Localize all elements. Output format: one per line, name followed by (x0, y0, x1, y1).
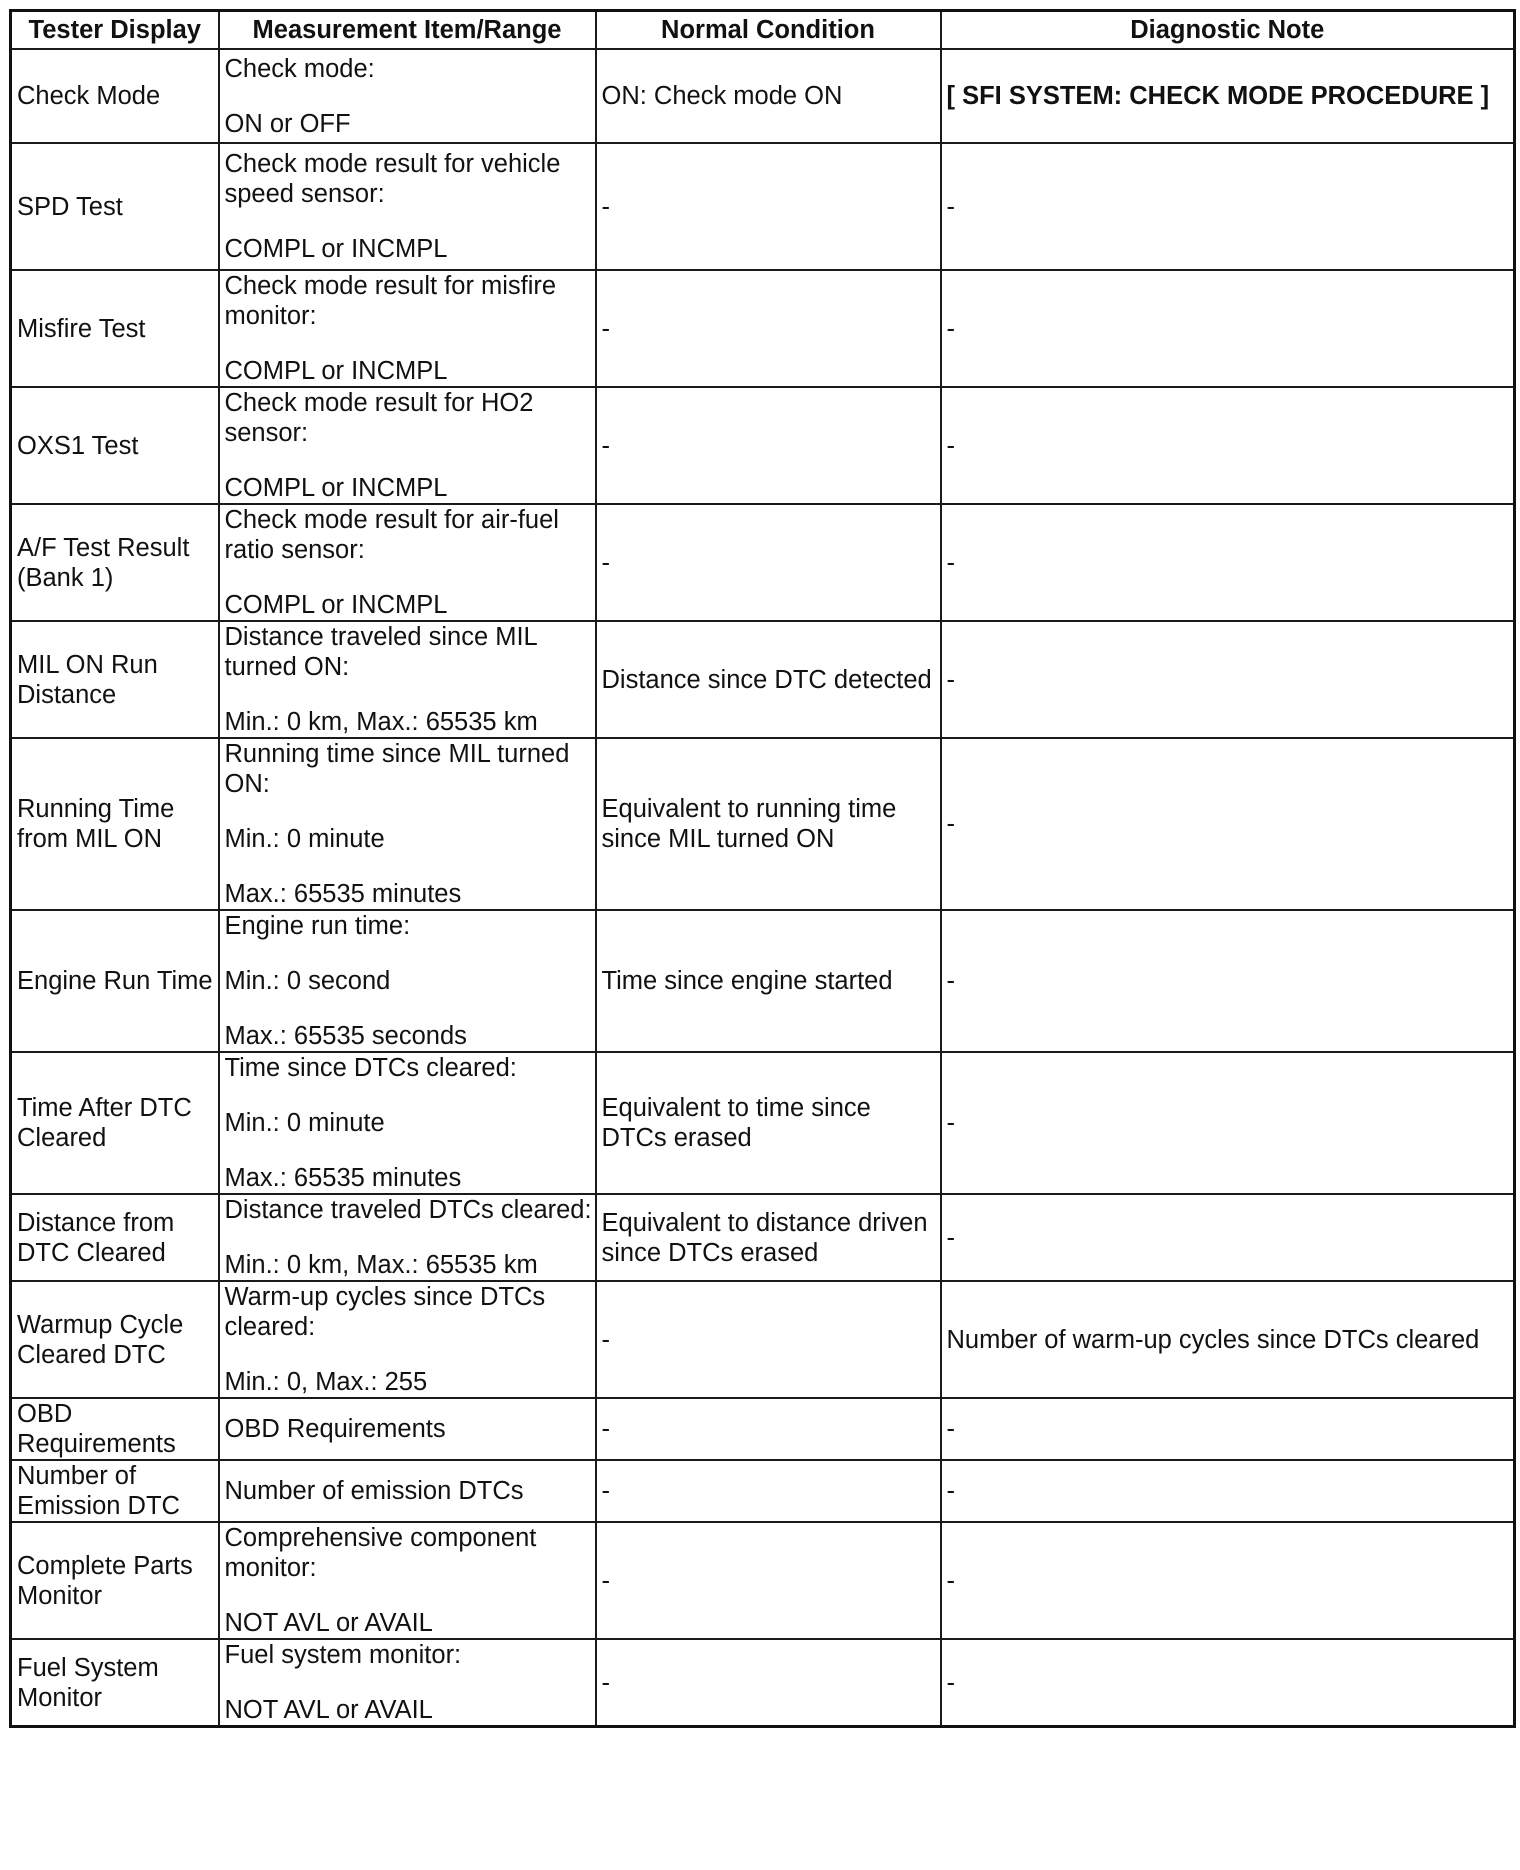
normal-condition-text: Time since engine started (601, 967, 893, 995)
paragraph-gap (225, 1225, 590, 1250)
tester-display-text: Monitor (17, 1683, 103, 1712)
diagnostic-note-text: - (946, 192, 955, 221)
diagnostic-note-text: - (946, 1668, 955, 1697)
cell-tester-display (11, 1639, 219, 1727)
cell-normal-condition (596, 143, 941, 270)
diagnostic-note-text: - (946, 548, 955, 577)
measurement-item-text: Comprehensive component (224, 1524, 537, 1552)
paragraph-gap (225, 331, 590, 356)
measurement-item-text: Max.: 65535 minutes (224, 880, 462, 908)
cell-diagnostic-note (941, 387, 1515, 504)
paragraph-gap (225, 1083, 590, 1108)
measurement-item-text: ON or OFF (224, 109, 351, 138)
measurement-item-text: Check mode result for misfire (224, 272, 557, 300)
tester-display-text: Monitor (17, 1581, 103, 1610)
cell-normal-condition (596, 1194, 941, 1281)
table-row (11, 1639, 1515, 1727)
tester-display-text: Cleared (17, 1124, 107, 1152)
cell-tester-display (11, 1522, 219, 1639)
measurement-item-text: Max.: 65535 seconds (224, 1022, 467, 1050)
measurement-item-text: NOT AVL or AVAIL (224, 1609, 433, 1637)
table-row (11, 1281, 1515, 1398)
cell-measurement-item (219, 1639, 596, 1727)
diagnostic-note-text: - (946, 1477, 955, 1505)
diagnostic-note-text: - (946, 1223, 955, 1252)
measurement-item-text: Distance traveled DTCs cleared: (224, 1196, 592, 1224)
tester-display-text: Warmup Cycle (17, 1310, 184, 1339)
paragraph-gap (225, 84, 590, 109)
measurement-item-text: sensor: (224, 419, 309, 447)
paragraph-gap (225, 209, 590, 234)
cell-measurement-item (219, 504, 596, 621)
cell-normal-condition (596, 387, 941, 504)
cell-measurement-item (219, 49, 596, 143)
measurement-item-text: Min.: 0 second (224, 967, 391, 995)
diagnostic-note-text: - (946, 967, 955, 995)
tester-display-text: SPD Test (17, 192, 123, 221)
normal-condition-text: Equivalent to running time (601, 795, 897, 823)
paragraph-gap (225, 799, 590, 824)
paragraph-gap (225, 996, 590, 1021)
measurement-item-text: Warm-up cycles since DTCs (224, 1283, 546, 1311)
paragraph-gap (225, 1670, 590, 1695)
check-mode-procedure-link[interactable]: [ SFI SYSTEM: CHECK MODE PROCEDURE ] (946, 82, 1490, 110)
measurement-item-text: Time since DTCs cleared: (224, 1054, 517, 1082)
measurement-item-text: Min.: 0 km, Max.: 65535 km (224, 708, 538, 736)
cell-normal-condition (596, 1398, 941, 1460)
header-row (11, 11, 1515, 50)
tester-display-text: Check Mode (17, 82, 161, 110)
cell-tester-display (11, 1281, 219, 1398)
cell-normal-condition (596, 49, 941, 143)
data-table-container (9, 9, 1516, 1728)
table-row (11, 910, 1515, 1052)
tester-display-text: Emission DTC (17, 1492, 180, 1520)
cell-tester-display (11, 49, 219, 143)
paragraph-gap (225, 682, 590, 707)
cell-tester-display (11, 143, 219, 270)
normal-condition-text: - (601, 1415, 610, 1443)
measurement-item-text: Distance traveled since MIL (224, 623, 538, 651)
cell-measurement-item (219, 270, 596, 387)
cell-diagnostic-note (941, 1398, 1515, 1460)
table-row (11, 270, 1515, 387)
measurement-item-text: COMPL or INCMPL (224, 591, 448, 619)
diagnostic-note-text: - (946, 431, 955, 460)
cell-tester-display (11, 621, 219, 738)
cell-diagnostic-note (941, 1052, 1515, 1194)
measurement-item-text: monitor: (224, 302, 317, 330)
measurement-item-text: Check mode result for HO2 (224, 389, 534, 417)
cell-tester-display (11, 270, 219, 387)
measurement-item-text: Check mode result for air-fuel (224, 506, 559, 534)
cell-tester-display (11, 1398, 219, 1460)
cell-normal-condition (596, 621, 941, 738)
table-row (11, 504, 1515, 621)
cell-normal-condition (596, 1281, 941, 1398)
normal-condition-text: Distance since DTC detected (601, 665, 932, 694)
cell-tester-display (11, 1460, 219, 1522)
cell-measurement-item (219, 1194, 596, 1281)
table-row (11, 387, 1515, 504)
cell-normal-condition (596, 1639, 941, 1727)
cell-diagnostic-note (941, 504, 1515, 621)
measurement-item-text: OBD Requirements (224, 1415, 446, 1443)
measurement-item-text: COMPL or INCMPL (224, 474, 448, 502)
table-row (11, 1460, 1515, 1522)
cell-diagnostic-note (941, 738, 1515, 910)
cell-tester-display (11, 387, 219, 504)
measurement-item-text: Running time since MIL turned (224, 740, 570, 768)
measurement-item-text: Check mode result for vehicle (224, 150, 561, 178)
tester-display-text: (Bank 1) (17, 563, 114, 592)
cell-measurement-item (219, 1398, 596, 1460)
diagnostic-note-text: - (946, 665, 955, 694)
measurement-item-text: Min.: 0, Max.: 255 (224, 1368, 428, 1396)
cell-tester-display (11, 738, 219, 910)
cell-diagnostic-note (941, 621, 1515, 738)
diagnostic-note-text: - (946, 1109, 955, 1137)
tester-display-text: Time After DTC (17, 1094, 192, 1122)
normal-condition-text: - (601, 548, 610, 577)
cell-measurement-item (219, 910, 596, 1052)
tester-display-text: OXS1 Test (17, 431, 139, 460)
cell-measurement-item (219, 1460, 596, 1522)
measurement-item-text: Engine run time: (224, 912, 411, 940)
tester-display-text: Number of (17, 1462, 137, 1490)
measurement-item-text: monitor: (224, 1554, 317, 1582)
tester-display-text: OBD (17, 1400, 73, 1428)
normal-condition-text: DTCs erased (601, 1124, 752, 1152)
diagnostic-note-text: - (946, 810, 955, 838)
cell-diagnostic-note (941, 1281, 1515, 1398)
cell-normal-condition (596, 504, 941, 621)
cell-diagnostic-note (941, 1194, 1515, 1281)
normal-condition-text: - (601, 1566, 610, 1595)
measurement-item-text: ON: (224, 770, 270, 798)
cell-diagnostic-note (941, 1639, 1515, 1727)
measurement-item-text: ratio sensor: (224, 536, 365, 564)
measurement-item-text: COMPL or INCMPL (224, 235, 448, 263)
tester-display-text: MIL ON Run (17, 650, 158, 679)
cell-measurement-item (219, 387, 596, 504)
cell-diagnostic-note (941, 1522, 1515, 1639)
header-tester-display: Tester Display (11, 11, 219, 50)
table-row (11, 1052, 1515, 1194)
table-body (11, 49, 1515, 1727)
cell-normal-condition (596, 910, 941, 1052)
diagnostic-note-text: Number of warm-up cycles since DTCs cleared (946, 1325, 1480, 1354)
cell-diagnostic-note (941, 1460, 1515, 1522)
tester-display-text: Requirements (17, 1430, 176, 1458)
tester-display-text: Fuel System (17, 1653, 159, 1682)
cell-normal-condition (596, 270, 941, 387)
normal-condition-text: - (601, 1668, 610, 1697)
normal-condition-text: Equivalent to time since (601, 1094, 871, 1122)
paragraph-gap (225, 941, 590, 966)
tester-display-text: DTC Cleared (17, 1238, 166, 1267)
cell-diagnostic-note (941, 910, 1515, 1052)
normal-condition-text: - (601, 431, 610, 460)
cell-diagnostic-note (941, 49, 1515, 143)
cell-measurement-item (219, 621, 596, 738)
normal-condition-text: - (601, 192, 610, 221)
measurement-item-text: Min.: 0 minute (224, 1109, 385, 1137)
tester-display-text: Distance from (17, 1208, 175, 1237)
normal-condition-text: - (601, 1477, 610, 1505)
measurement-item-text: NOT AVL or AVAIL (224, 1696, 433, 1724)
header-measurement-item: Measurement Item/Range (219, 11, 596, 50)
paragraph-gap (225, 1583, 590, 1608)
table-row (11, 738, 1515, 910)
tester-display-table (9, 9, 1516, 1728)
cell-normal-condition (596, 1522, 941, 1639)
tester-display-text: Complete Parts (17, 1551, 193, 1580)
measurement-item-text: speed sensor: (224, 180, 385, 208)
cell-measurement-item (219, 143, 596, 270)
paragraph-gap (225, 1138, 590, 1163)
cell-normal-condition (596, 1460, 941, 1522)
normal-condition-text: since DTCs erased (601, 1238, 819, 1267)
table-row (11, 1194, 1515, 1281)
cell-tester-display (11, 1194, 219, 1281)
measurement-item-text: Min.: 0 km, Max.: 65535 km (224, 1251, 538, 1279)
table-row (11, 1398, 1515, 1460)
cell-normal-condition (596, 1052, 941, 1194)
measurement-item-text: turned ON: (224, 653, 350, 681)
cell-measurement-item (219, 1281, 596, 1398)
tester-display-text: Cleared DTC (17, 1340, 166, 1369)
measurement-item-text: COMPL or INCMPL (224, 357, 448, 385)
tester-display-text: Misfire Test (17, 314, 146, 343)
tester-display-text: from MIL ON (17, 825, 162, 853)
tester-display-text: Engine Run Time (17, 967, 213, 995)
normal-condition-text: - (601, 314, 610, 343)
normal-condition-text: since MIL turned ON (601, 825, 835, 853)
measurement-item-text: Fuel system monitor: (224, 1641, 462, 1669)
paragraph-gap (225, 448, 590, 473)
tester-display-text: A/F Test Result (17, 533, 190, 562)
paragraph-gap (225, 565, 590, 590)
measurement-item-text: cleared: (224, 1313, 316, 1341)
cell-measurement-item (219, 738, 596, 910)
cell-tester-display (11, 504, 219, 621)
measurement-item-text: Min.: 0 minute (224, 825, 385, 853)
paragraph-gap (225, 1342, 590, 1367)
header-diagnostic-note: Diagnostic Note (941, 11, 1515, 50)
normal-condition-text: ON: Check mode ON (601, 82, 843, 110)
cell-tester-display (11, 910, 219, 1052)
measurement-item-text: Max.: 65535 minutes (224, 1164, 462, 1192)
cell-measurement-item (219, 1052, 596, 1194)
diagnostic-note-text: - (946, 1566, 955, 1595)
normal-condition-text: Equivalent to distance driven (601, 1208, 928, 1237)
paragraph-gap (225, 854, 590, 879)
table-row (11, 143, 1515, 270)
cell-diagnostic-note (941, 270, 1515, 387)
measurement-item-text: Check mode: (224, 54, 375, 83)
tester-display-text: Distance (17, 680, 117, 709)
cell-normal-condition (596, 738, 941, 910)
table-row (11, 1522, 1515, 1639)
table-row (11, 621, 1515, 738)
cell-diagnostic-note (941, 143, 1515, 270)
cell-tester-display (11, 1052, 219, 1194)
measurement-item-text: Number of emission DTCs (224, 1477, 524, 1505)
normal-condition-text: - (601, 1325, 610, 1354)
diagnostic-note-text: - (946, 314, 955, 343)
header-normal-condition: Normal Condition (596, 11, 941, 50)
table-row (11, 49, 1515, 143)
tester-display-text: Running Time (17, 795, 175, 823)
cell-measurement-item (219, 1522, 596, 1639)
diagnostic-note-text: - (946, 1415, 955, 1443)
